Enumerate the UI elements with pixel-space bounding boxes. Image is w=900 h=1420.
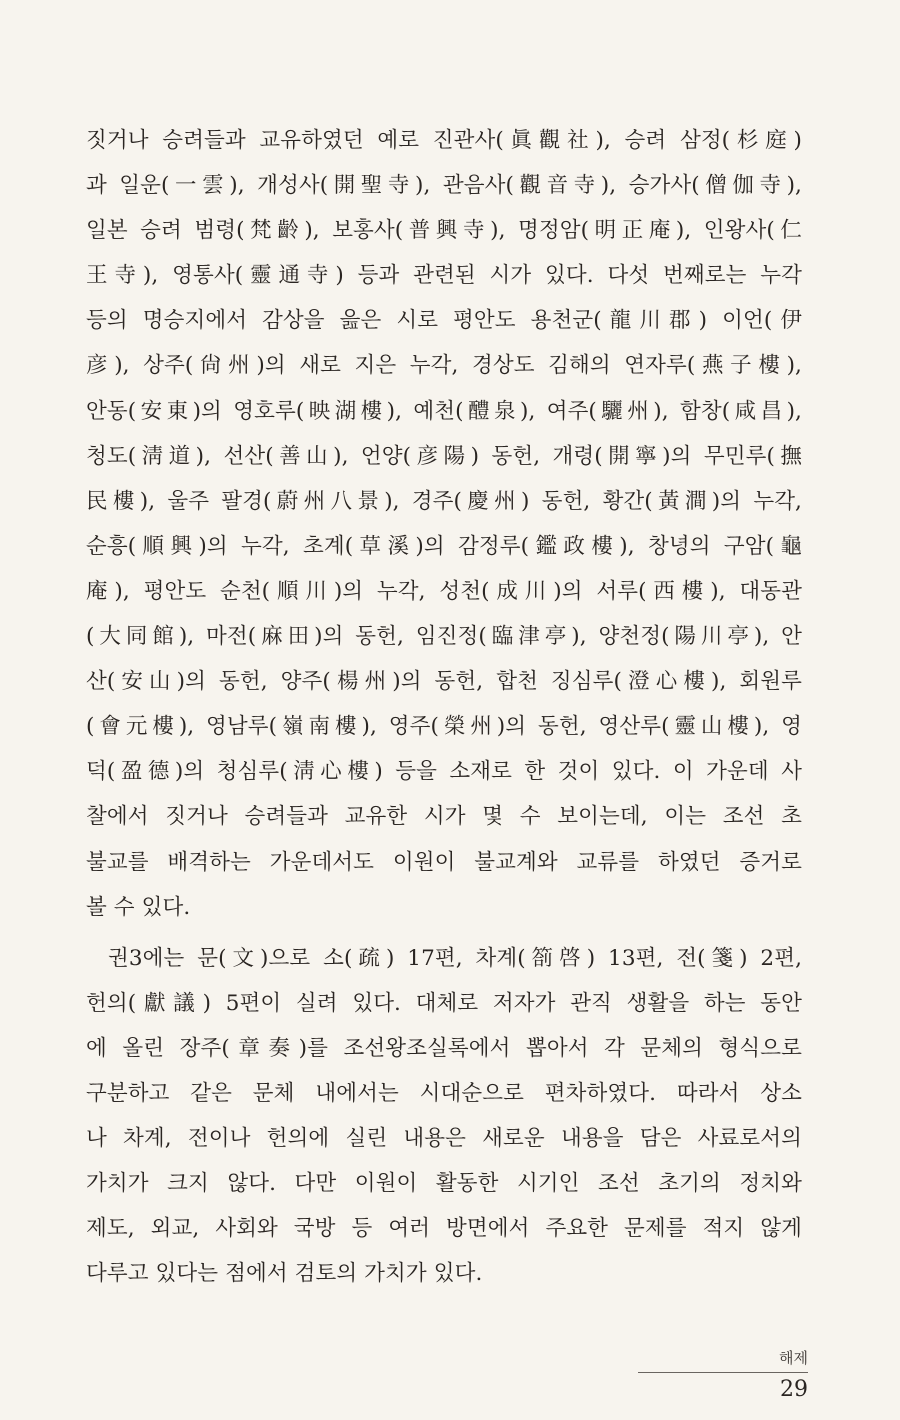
body-text [86,118,802,1296]
text-line: 구분하고 같은 문체 내에서는 시대순으로 편차하였다. 따라서 상소 [86,1080,802,1106]
text-line: 등의 명승지에서 감상을 읊은 시로 평안도 용천군(龍川郡) 이언(伊 [86,308,802,334]
page-number: 29 [780,1377,808,1402]
text-line: 산(安山)의 동헌, 양주(楊州)의 동헌, 합천 징심루(澄心樓), 회원루 [86,669,802,695]
text-line: 불교를 배격하는 가운데서도 이원이 불교계와 교류를 하였던 증거로 [86,849,802,875]
text-line: 民樓), 울주 팔경(蔚州八景), 경주(慶州) 동헌, 황간(黃澗)의 누각, [86,488,802,514]
text-line: 庵), 평안도 순천(順川)의 누각, 성천(成川)의 서루(西樓), 대동관 [86,578,802,604]
text-line: 일본 승려 범령(梵齡), 보홍사(普興寺), 명정암(明正庵), 인왕사(仁 [86,218,802,244]
text-line: 덕(盈德)의 청심루(淸心樓) 등을 소재로 한 것이 있다. 이 가운데 사 [86,759,802,785]
running-head: 해제 [779,1349,808,1367]
text-line: 王寺), 영통사(靈通寺) 등과 관련된 시가 있다. 다섯 번째로는 누각 [86,263,802,289]
text-line: 에 올린 장주(章奏)를 조선왕조실록에서 뽑아서 각 문체의 형식으로 [86,1035,802,1061]
text-line: (會元樓), 영남루(嶺南樓), 영주(榮州)의 동헌, 영산루(靈山樓), 영 [86,714,802,740]
text-line: 가치가 크지 않다. 다만 이원이 활동한 시기인 조선 초기의 정치와 [86,1171,802,1197]
text-line: 헌의(獻議) 5편이 실려 있다. 대체로 저자가 관직 생활을 하는 동안 [86,990,802,1016]
text-line: 짓거나 승려들과 교유하였던 예로 진관사(眞觀社), 승려 삼정(杉庭) [86,128,802,153]
text-line: 순흥(順興)의 누각, 초계(草溪)의 감정루(鑑政樓), 창녕의 구암(龜 [86,533,802,559]
text-line: (大同館), 마전(麻田)의 동헌, 임진정(臨津亭), 양천정(陽川亭), 안 [86,624,802,650]
text-line: 나 차계, 전이나 헌의에 실린 내용은 새로운 내용을 담은 사료로서의 [86,1126,802,1152]
text-line: 볼 수 있다. [86,894,191,920]
text-line: 다루고 있다는 점에서 검토의 가치가 있다. [86,1261,483,1287]
footer-rule [638,1372,808,1373]
text-line: 찰에서 짓거나 승려들과 교유한 시가 몇 수 보이는데, 이는 조선 초 [86,804,802,830]
page-footer [628,1348,808,1405]
paragraph-1 [86,118,802,930]
text-line: 청도(淸道), 선산(善山), 언양(彦陽) 동헌, 개령(開寧)의 무민루(撫 [86,443,802,469]
text-line: 彦), 상주(尙州)의 새로 지은 누각, 경상도 김해의 연자루(燕子樓), [86,353,802,379]
text-line: 과 일운(一雲), 개성사(開聖寺), 관음사(觀音寺), 승가사(僧伽寺), [86,173,802,199]
paragraph-2 [86,936,802,1297]
text-line: 안동(安東)의 영호루(映湖樓), 예천(醴泉), 여주(驪州), 함창(咸昌), [86,398,802,424]
text-line: 권3에는 문(文)으로 소(疏) 17편, 차계(箚啓) 13편, 전(箋) 2편, [108,945,802,971]
text-line: 제도, 외교, 사회와 국방 등 여러 방면에서 주요한 문제를 적지 않게 [86,1216,802,1242]
